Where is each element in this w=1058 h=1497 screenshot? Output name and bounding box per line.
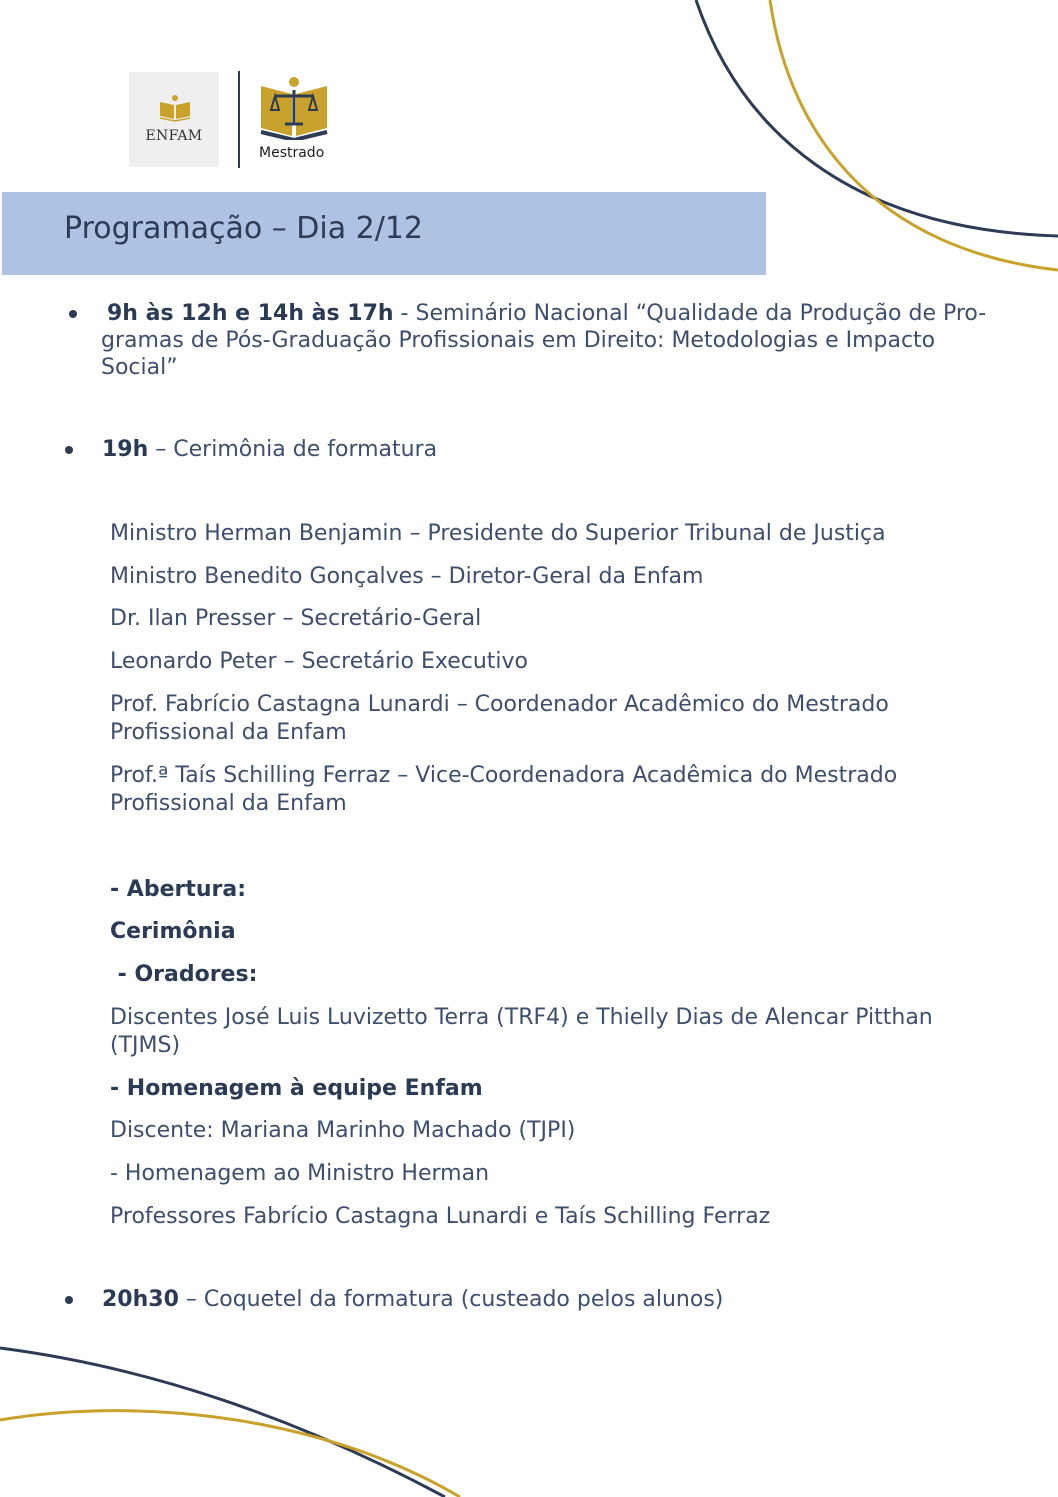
discentes-line: Discentes José Luis Luvizetto Terra (TRF4) e Thielly Dias de Alencar Pitthan [110, 1005, 933, 1030]
mestrado-scales-icon [259, 76, 329, 140]
discentes-line: (TJMS) [110, 1033, 181, 1058]
page-title: Programação – Dia 2/12 [64, 211, 423, 246]
schedule-item-cocktail [102, 1286, 723, 1313]
bullet [65, 446, 73, 454]
cerimonia-heading: Cerimônia [110, 919, 236, 944]
item-text: gramas de Pós-Graduação Profissionais em Direito: Metodologias e Impacto [101, 328, 936, 353]
item-text: – Cerimônia de formatura [148, 437, 438, 462]
authority-line: Ministro Benedito Gonçalves – Diretor-Geral da Enfam [110, 564, 704, 589]
item-text: - Seminário Nacional “Qualidade da Produção de Pro- [393, 301, 987, 326]
homenagem-ministro-line: - Homenagem ao Ministro Herman [110, 1161, 490, 1186]
authority-line: Leonardo Peter – Secretário Executivo [110, 649, 529, 674]
item-text: Social” [101, 355, 178, 380]
item-time: 20h30 [102, 1287, 179, 1312]
enfam-book-icon [158, 94, 192, 122]
bullet [69, 310, 77, 318]
schedule-item-seminar [101, 300, 1001, 381]
authority-line: Dr. Ilan Presser – Secretário-Geral [110, 606, 482, 631]
abertura-heading: - Abertura: [110, 877, 247, 902]
oradores-heading: - Oradores: [110, 962, 258, 987]
logo-divider [238, 71, 240, 168]
discente-line: Discente: Mariana Marinho Machado (TJPI) [110, 1118, 576, 1143]
enfam-logo-text: ENFAM [145, 128, 203, 144]
enfam-logo [129, 72, 219, 167]
bullet [65, 1296, 73, 1304]
item-time: 9h às 12h e 14h às 17h [107, 301, 394, 326]
item-time: 19h [102, 437, 149, 462]
authority-line: Profissional da Enfam [110, 791, 347, 816]
authority-line: Profissional da Enfam [110, 720, 347, 745]
homenagem-equipe-heading: - Homenagem à equipe Enfam [110, 1076, 483, 1101]
professores-line: Professores Fabrício Castagna Lunardi e Taís Schilling Ferraz [110, 1204, 771, 1229]
authority-line: Prof. Fabrício Castagna Lunardi – Coordenador Acadêmico do Mestrado [110, 692, 889, 717]
title-band [2, 192, 766, 275]
schedule-item-ceremony [102, 436, 437, 463]
authority-line: Ministro Herman Benjamin – Presidente do Superior Tribunal de Justiça [110, 521, 886, 546]
mestrado-logo-text: Mestrado [259, 145, 325, 161]
item-text: – Coquetel da formatura (custeado pelos alunos) [178, 1287, 724, 1312]
authority-line: Prof.ª Taís Schilling Ferraz – Vice-Coordenadora Acadêmica do Mestrado [110, 763, 898, 788]
